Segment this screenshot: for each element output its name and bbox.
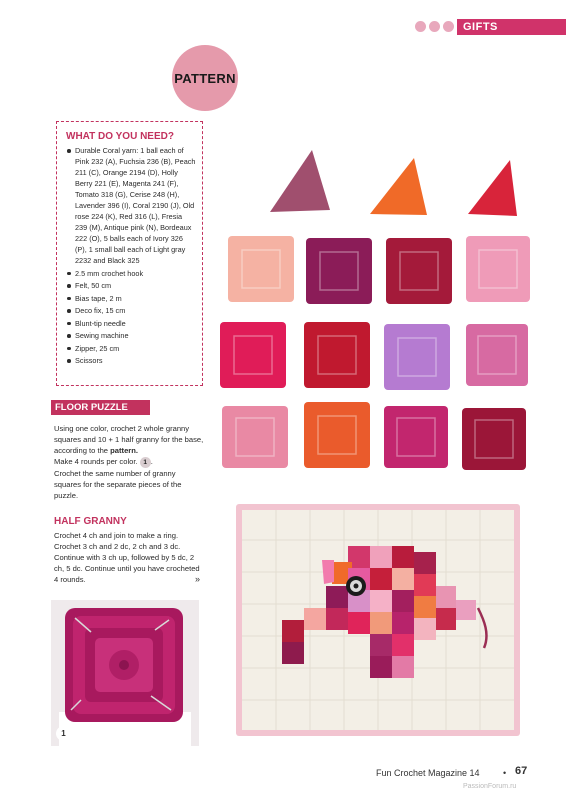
materials-item: Felt, 50 cm [66, 280, 196, 291]
floor-puzzle-heading: FLOOR PUZZLE [51, 400, 150, 415]
materials-item: Scissors [66, 355, 196, 366]
floor-text-c: . [150, 457, 153, 466]
footer-bullet: • [503, 768, 507, 778]
header-dot [443, 21, 454, 32]
puzzle-pieces-image [212, 130, 542, 480]
materials-item: Bias tape, 2 m [66, 293, 196, 304]
floor-text-d: Crochet the same number of granny squares for the separate pieces of the puzzle. [54, 468, 182, 500]
step-number-badge: 1 [56, 726, 71, 741]
photo-ref-chip: 1 [140, 457, 151, 468]
header-dot [429, 21, 440, 32]
footer-magazine: Fun Crochet Magazine 14 [376, 768, 480, 778]
floor-text-a: Using one color, crochet 2 whole granny squares and 10 + 1 half granny for the base, according to the [54, 424, 204, 455]
half-granny-heading: HALF GRANNY [54, 516, 127, 527]
continue-arrow-icon: » [195, 574, 201, 584]
floor-puzzle-text [54, 423, 204, 501]
materials-item: 2.5 mm crochet hook [66, 268, 196, 279]
floor-text-b: Make 4 rounds per color. [54, 457, 138, 466]
pattern-badge-label: PATTERN [174, 70, 236, 86]
header-dots [415, 21, 454, 32]
materials-item: Durable Coral yarn: 1 ball each of Pink 232 (A), Fuchsia 236 (B), Peach 211 (C), Orange 2194 (D), Holly Berry 221 (E), Magenta 241 (F), Tomato 318 (G), Cerise 248 (H), Lavender 396 (I), Coral 2190 (J), Old rose 224 (K), Red 316 (L), Fresia 239 (M), Antique pink (N), Bordeaux 222 (O), 5 balls each of Ivory 326 (P), 1 small ball each of Light gray 2232 and Black 325 [66, 145, 196, 266]
elephant-mat-image [232, 500, 524, 740]
materials-list [66, 145, 196, 366]
granny-square-photo-image [51, 600, 199, 746]
materials-item: Zipper, 25 cm [66, 343, 196, 354]
materials-item: Blunt-tip needle [66, 318, 196, 329]
watermark: PassionForum.ru [463, 783, 517, 790]
materials-box [56, 121, 203, 386]
section-tab: GIFTS [457, 19, 566, 35]
footer-page-number: 67 [515, 765, 528, 777]
materials-title: WHAT DO YOU NEED? [66, 131, 174, 142]
half-granny-text: Crochet 4 ch and join to make a ring. Crochet 3 ch and 2 dc, 2 ch and 3 dc. Continue with 3 ch up, followed by 5 dc, 2 ch, 5 dc. Continue until you have crocheted 4 rounds. [54, 531, 200, 584]
step-photo [51, 600, 199, 746]
pattern-badge [172, 45, 238, 111]
materials-item: Deco fix, 15 cm [66, 305, 196, 316]
materials-item: Sewing machine [66, 330, 196, 341]
header-dot [415, 21, 426, 32]
floor-text-bold: pattern. [110, 446, 139, 455]
